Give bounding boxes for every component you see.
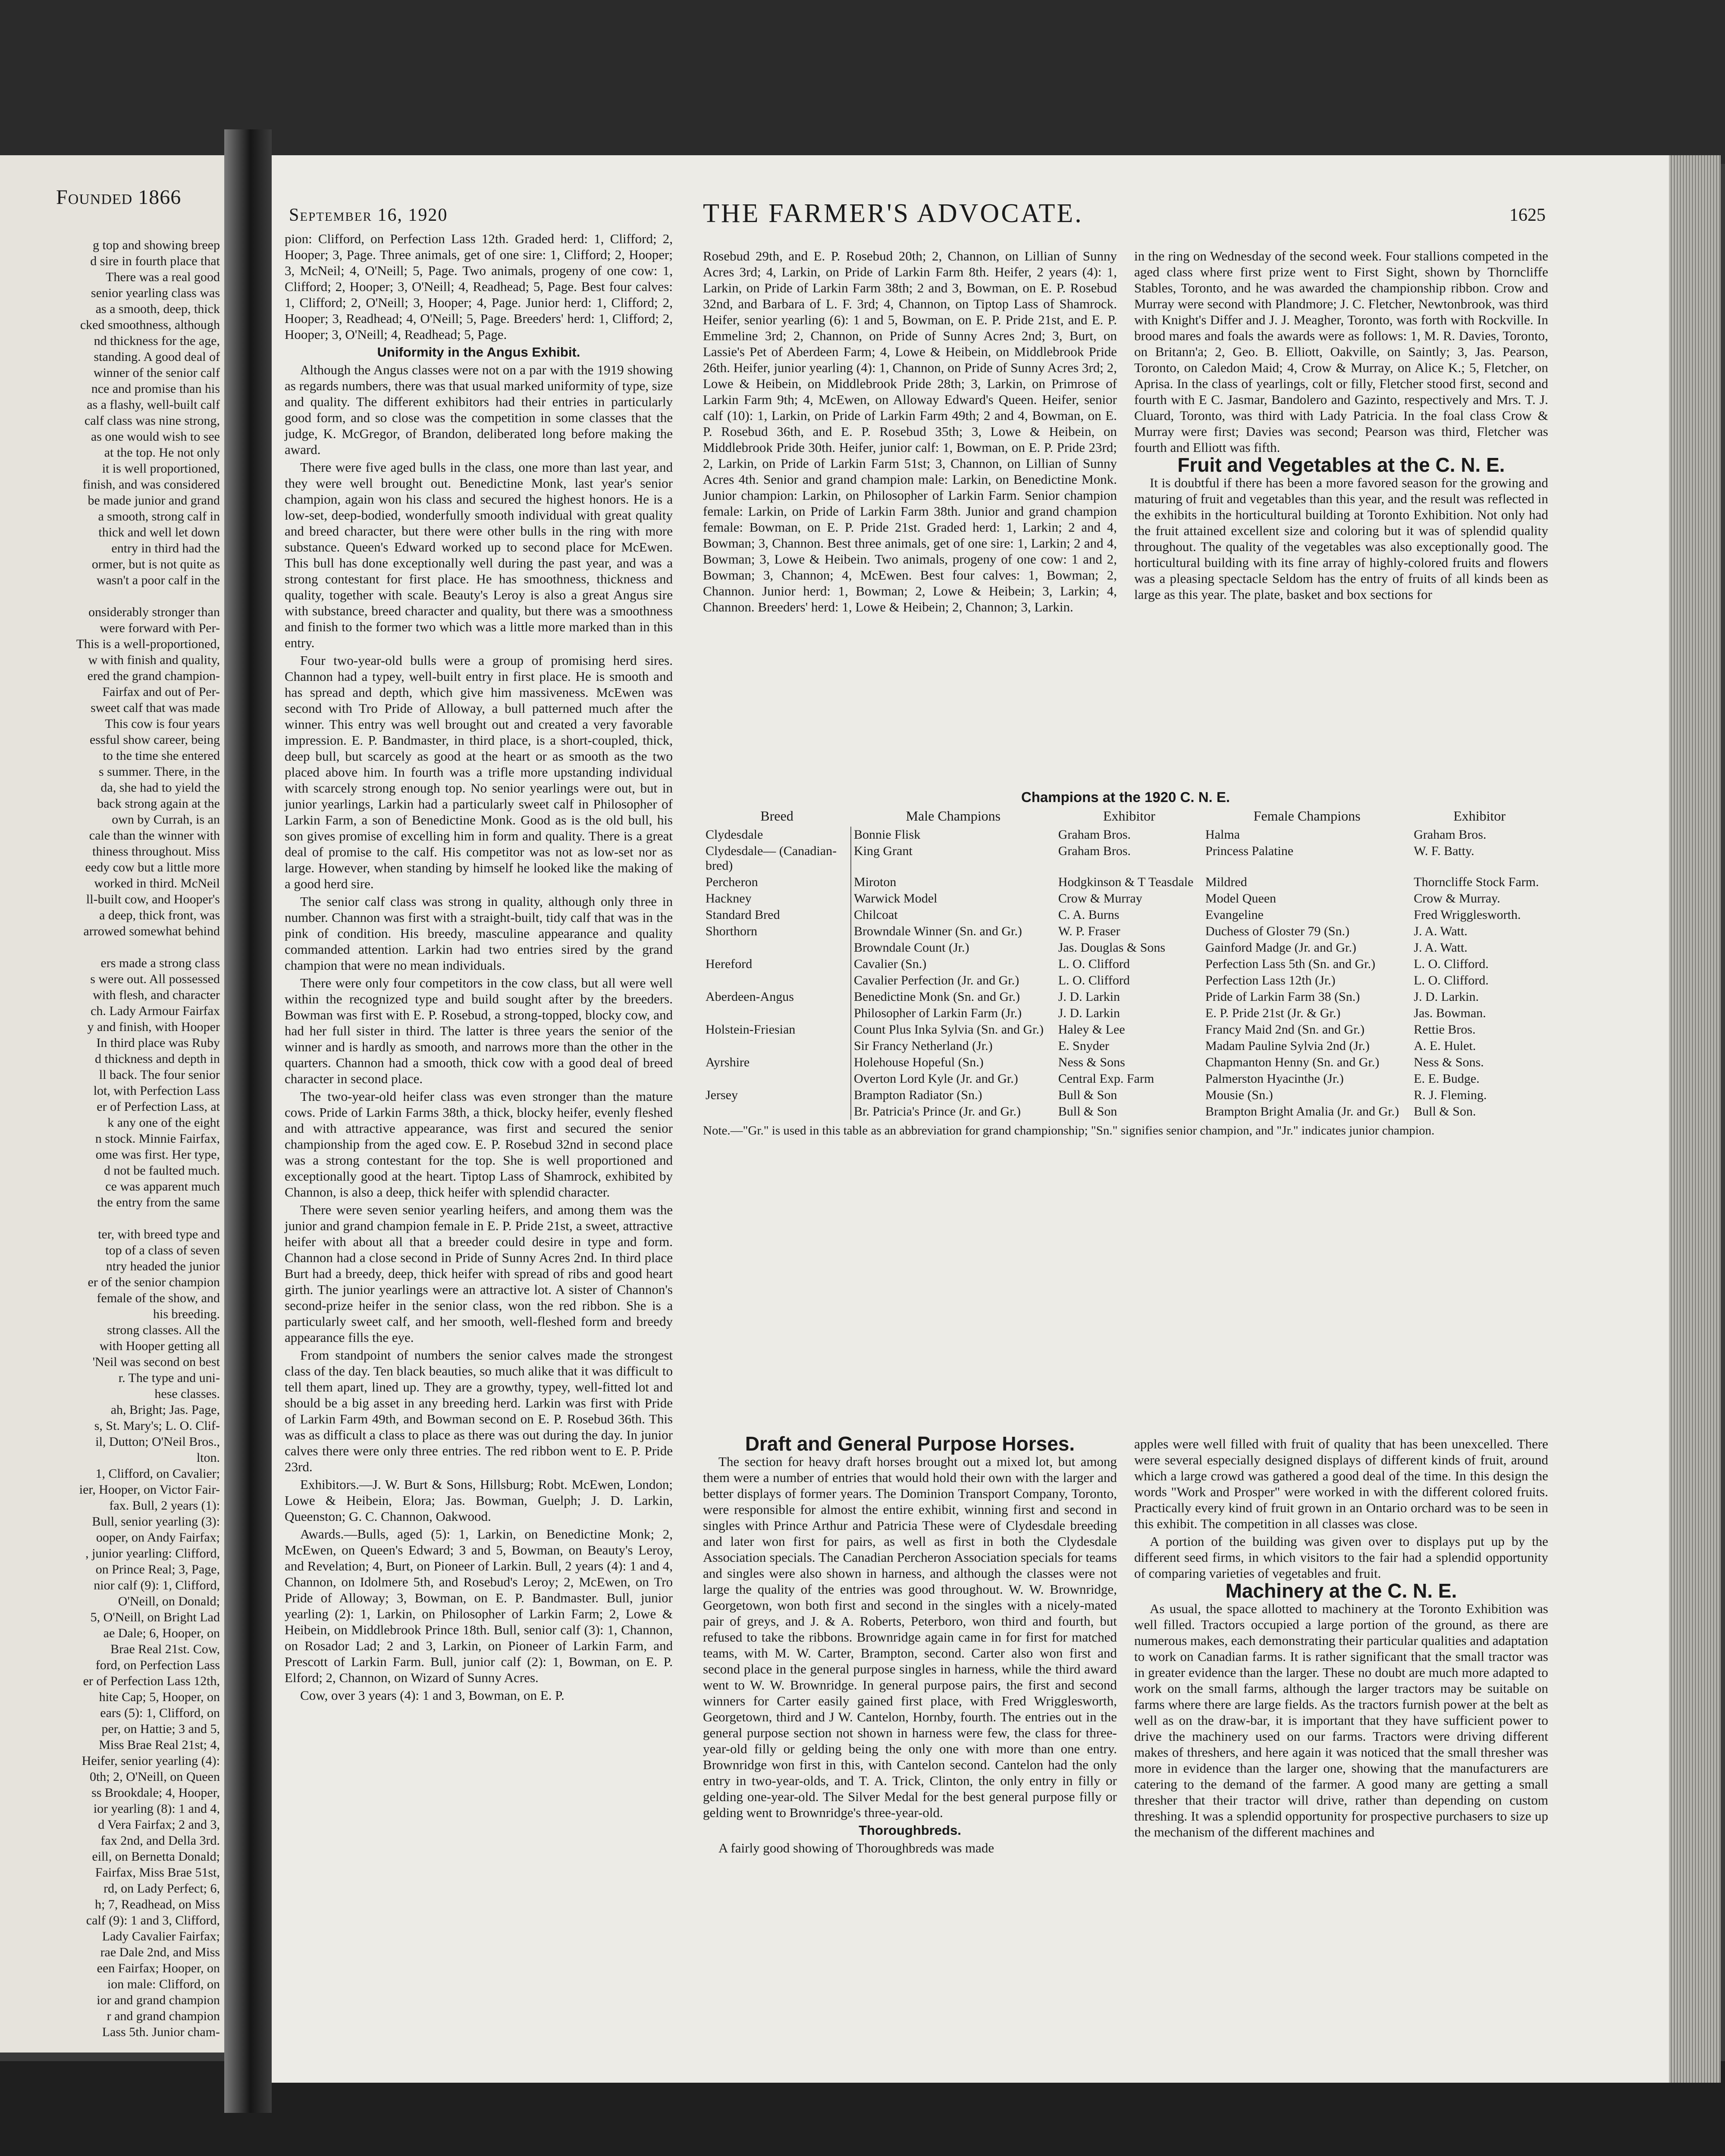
left-page-line: d Vera Fairfax; 2 and 3, — [98, 1818, 220, 1832]
left-page-line: were forward with Per- — [100, 621, 220, 635]
table-cell — [703, 1038, 851, 1054]
table-row — [703, 890, 1548, 907]
left-page-line: the entry from the same — [97, 1195, 220, 1210]
page-number: 1625 — [1509, 205, 1546, 225]
table-cell: W. P. Fraser — [1058, 924, 1120, 938]
table-cell: Philosopher of Larkin Farm (Jr.) — [854, 1006, 1022, 1020]
left-page-line: hite Cap; 5, Hooper, on — [99, 1690, 220, 1704]
table-cell: Cavalier Perfection (Jr. and Gr.) — [854, 973, 1019, 987]
left-page-line: In third place was Ruby — [96, 1036, 220, 1050]
left-page-line: own by Currah, is an — [112, 812, 220, 827]
left-page-line: er of Perfection Lass, at — [97, 1100, 220, 1114]
table-cell: Hereford — [703, 956, 851, 972]
page-edges — [1669, 155, 1721, 2083]
table-note: Note.—"Gr." is used in this table as an abbreviation for grand championship; "Sn." signifies senior champion, and "Jr." indicates junior champion. — [703, 1124, 1435, 1138]
angus-heading: Uniformity in the Angus Exhibit. — [377, 345, 580, 360]
table-cell: Palmerston Hyacinthe (Jr.) — [1205, 1072, 1344, 1086]
left-page-line: wasn't a poor calf in the — [96, 573, 220, 587]
table-row — [703, 1054, 1548, 1071]
champions-table — [703, 808, 1548, 1120]
table-cell: E. E. Budge. — [1414, 1072, 1480, 1086]
left-page-line: lton. — [196, 1451, 220, 1465]
left-page-line: er of the senior champion — [88, 1275, 220, 1289]
left-page-line: There was a real good — [106, 270, 220, 284]
left-page-header: Founded 1866 — [56, 186, 182, 209]
book-gutter — [224, 129, 272, 2113]
table-row — [703, 940, 1548, 956]
left-page-line: s summer. There, in the — [98, 765, 220, 779]
table-cell: Bull & Son — [1058, 1104, 1117, 1119]
table-cell: Clydesdale — [703, 827, 851, 843]
left-page-line: lot, with Perfection Lass — [93, 1084, 220, 1098]
table-row — [703, 907, 1548, 923]
left-page-line: ier, Hooper, on Victor Fair- — [79, 1482, 220, 1497]
table-cell: Crow & Murray — [1058, 891, 1142, 906]
table-cell: Holehouse Hopeful (Sn.) — [854, 1055, 984, 1069]
left-page-line: standing. A good deal of — [94, 350, 220, 364]
left-page-line: ter, with breed type and — [98, 1227, 220, 1241]
angus-paragraph: Exhibitors.—J. W. Burt & Sons, Hillsburg; Robt. McEwen, London; Lowe & Heibein, Elora; Jas. Bowman, Guelph; J. D. Larkin, Queenston; G. C. Channon, Oakwood. — [285, 1477, 673, 1524]
left-page-line: ford, on Perfection Lass — [95, 1658, 220, 1672]
table-cell: W. F. Batty. — [1414, 844, 1474, 858]
left-page-line: arrowed somewhat behind — [83, 924, 220, 938]
horse-awards-text: in the ring on Wednesday of the second week. Four stallions competed in the aged class where first prize went to First Sight, shown by Thorncliffe Stables, Toronto, and he was awarded the championship ribbon. Crow and Murray were second with Plandmore; J. C. Fletcher, Newtonbrook, was third with Knight's Differ and J. J. Meagher, Toronto, was forth with Rockville. In brood mares and foals the awards were as follows: 1, M. R. Davies, Toronto, on Britann'a; 2, Geo. B. Elliott, Oakville, on Saintly; 3, Jas. Pearson, Toronto, on Caledon Maid; 4, Crow & Murray, on Alice K.; 5, Fletcher, on Aprisa. In the class of yearlings, colt or filly, Fletcher stood first, second and fourth with E C. Jasmar, Bandolero and Gazinto, respectively and Mrs. T. J. Cluard, Toronto, was third with Lady Patricia. In the foal class Crow & Murray were first; Davies was second; Pearson was third, Fletcher was fourth and Elliott was fifth. — [1134, 248, 1548, 455]
left-page-line: 'Neil was second on best — [92, 1355, 220, 1369]
table-cell: Rettie Bros. — [1414, 1022, 1476, 1037]
draft-horses-heading: Draft and General Purpose Horses. — [745, 1432, 1075, 1455]
left-page-line: 0th; 2, O'Neill, on Queen — [89, 1770, 220, 1784]
table-row — [703, 1071, 1548, 1087]
left-page-line: at the top. He not only — [104, 445, 220, 460]
table-cell: Warwick Model — [854, 891, 938, 906]
table-cell: Browndale Winner (Sn. and Gr.) — [854, 924, 1022, 938]
left-page-line: nce and promise than his — [91, 382, 220, 396]
table-cell: L. O. Clifford — [1058, 957, 1130, 971]
table-cell: J. D. Larkin. — [1414, 990, 1479, 1004]
table-cell: Bonnie Flisk — [854, 827, 921, 842]
left-page-line: ior and grand champion — [97, 1993, 220, 2007]
left-page-line: thick and well let down — [98, 525, 220, 539]
left-page-line: finish, and was considered — [82, 477, 220, 492]
table-row — [703, 1005, 1548, 1022]
left-page-line: g top and showing breep — [93, 238, 220, 252]
table-cell: Ayrshire — [703, 1054, 851, 1071]
left-page-line: ah, Bright; Jas. Page, — [110, 1403, 220, 1417]
table-header-cell: Exhibitor — [1453, 808, 1506, 824]
left-page-line: with flesh, and character — [93, 988, 220, 1002]
column-2 — [703, 248, 1117, 617]
left-page-line: O'Neill, on Donald; — [118, 1594, 220, 1608]
draft-horses-paragraph: The section for heavy draft horses brought out a mixed lot, but among them were a number of entries that would hold their own with the larger and better displays of former years. The Dominion Transport Company, Toronto, were responsible for almost the entire exhibit, winning first and second in singles with Prince Arthur and Patricia These were of Clydesdale breeding and later won first for pairs, as well as first in both the Clydesdale Association specials. The Canadian Percheron Association specials for teams and singles were also shown in harness, and although the classes were not large the quality of the entries was good throughout. W. W. Brownridge, Georgetown, won both first and second in the singles with a nicely-mated pair of greys, and J. & A. Roberts, Peterboro, won third and fourth, but refused to take the ribbons. Brownridge again came in for first for matched teams, with M. W. Carter, Brampton, second. Carter also won first and second place in the general purpose singles in harness, while the third award went to W. W. Brownridge. In general purpose pairs, the first and second winners for Carter easily gained first place, with Fred Wrigglesworth, Georgetown, third and J W. Cantelon, Hornby, fourth. The entries out in the general purpose section not shown in harness were few, the class for three-year-old filly or gelding being the only one with more than one entry. Brownridge won first in this, with Cantelon second. Cantelon had the only entry in two-year-olds, and T. A. Trick, Clinton, the only entry in filly or gelding one-year-old. The Silver Medal for the best general purpose filly or gelding went to Brownridge's three-year-old. — [703, 1454, 1117, 1820]
left-page-line: top of a class of seven — [105, 1243, 220, 1257]
table-cell: Count Plus Inka Sylvia (Sn. and Gr.) — [854, 1022, 1044, 1037]
left-page-line: thiness throughout. Miss — [92, 844, 220, 859]
left-page-line: senior yearling class was — [91, 286, 220, 300]
table-cell: Central Exp. Farm — [1058, 1072, 1154, 1086]
page-date: September 16, 1920 — [289, 205, 448, 225]
fruit-heading: Fruit and Vegetables at the C. N. E. — [1177, 454, 1505, 476]
left-page-line: ome was first. Her type, — [95, 1147, 220, 1162]
left-page-line: on Prince Real; 3, Page, — [95, 1562, 220, 1576]
table-row — [703, 874, 1548, 890]
left-page-line: ered the grand champion- — [87, 669, 220, 683]
left-page-line: entry in third had the — [111, 541, 220, 555]
table-cell: Clydesdale— (Canadian-bred) — [703, 843, 851, 874]
left-page-line — [0, 588, 220, 604]
table-row — [703, 843, 1548, 874]
table-cell: Pride of Larkin Farm 38 (Sn.) — [1205, 990, 1360, 1004]
left-page — [0, 155, 224, 2053]
left-page-line: 5, O'Neill, on Bright Lad — [90, 1610, 220, 1624]
left-page-line: cale than the winner with — [89, 828, 220, 843]
table-cell — [703, 1103, 851, 1120]
left-page-line — [0, 939, 220, 955]
angus-paragraph: From standpoint of numbers the senior calves made the strongest class of the day. Ten black beauties, so much alike that it was difficult to tell them apart, lined up. They are a growthy, typey, well-fitted lot and should be a big asset in any breeding herd. Larkin was first with Pride of Larkin Farm 49th, and Bowman second on E. P. Rosebud 36th. This was as difficult a class to place as there was out during the day. In junior calves there were only three entries. The red ribbon went to E. P. Pride 23rd. — [285, 1348, 673, 1474]
left-page-line: rd, on Lady Perfect; 6, — [104, 1881, 220, 1896]
left-page-line: This cow is four years — [105, 717, 220, 731]
column-3-lower — [1134, 1436, 1548, 1842]
left-page-line: eedy cow but a little more — [85, 860, 220, 874]
fruit-paragraph-2: apples were well filled with fruit of quality that has been unexcelled. There were several especially designed displays of different kinds of fruit, around which a large crowd was gathered a good deal of the time. In this design the words "Work and Prosper" were worked in with the different colored fruits. Practically every kind of fruit grown in an Ontario orchard was to be seen in this exhibit. The competition in all classes was close. — [1134, 1436, 1548, 1531]
table-cell: Br. Patricia's Prince (Jr. and Gr.) — [854, 1104, 1021, 1119]
left-page-line — [0, 1210, 220, 1226]
table-cell: C. A. Burns — [1058, 908, 1120, 922]
table-cell: Graham Bros. — [1058, 827, 1131, 842]
table-cell: Haley & Lee — [1058, 1022, 1125, 1037]
table-cell: Cavalier (Sn.) — [854, 957, 927, 971]
table-cell: Model Queen — [1205, 891, 1276, 906]
angus-paragraph: Four two-year-old bulls were a group of promising herd sires. Channon had a typey, well-built entry in first place. He is smooth and has spread and depth, which give him massiveness. McEwen was second with Tro Pride of Alloway, a bull patterned much after the winner. This entry was well brought out and created a very favorable impression. E. P. Bandmaster, in third place, is a short-coupled, thick, deep bull, but scarcely as good at the heart or as smooth as the two placed above him. In fourth was a trifle more upstanding individual with scarcely strong enough top. No senior yearlings were out, but in junior yearlings, Larkin had a particularly sweet calf in Philosopher of Larkin Farm, a son of Benedictine Monk. Good as is the old bull, his son gives promise of excelling him in form and quality. There is a great deal of promise to the calf. His competitor was not as low-set nor as large. However, when standing by himself he looked like the making of a good herd sire. — [285, 653, 673, 891]
column-3 — [1134, 248, 1548, 604]
table-cell: Gainford Madge (Jr. and Gr.) — [1205, 940, 1356, 955]
left-page-line: k any one of the eight — [107, 1116, 220, 1130]
column-1 — [285, 231, 673, 1705]
left-page-line: as one would wish to see — [91, 429, 220, 444]
left-page-line: da, she had to yield the — [100, 780, 220, 795]
table-cell: Jas. Douglas & Sons — [1058, 940, 1166, 955]
table-cell: Browndale Count (Jr.) — [854, 940, 969, 955]
left-page-line: calf class was nine strong, — [84, 414, 220, 428]
angus-awards-continued: Rosebud 29th, and E. P. Rosebud 20th; 2, Channon, on Lillian of Sunny Acres 3rd; 4, Larkin, on Pride of Larkin Farm 8th. Heifer, 2 years (4): 1, Larkin, on Pride of Larkin Farm 38th; 2 and 3, Bowman, on E. P. Rosebud 32nd, and Barbara of L. F. 3rd; 4, Channon, on Tiptop Lass of Shamrock. Heifer, senior yearling (6): 1 and 5, Bowman, on E. P. Pride 21st, and E. P. Emmeline 3rd; 2, Channon, on Pride of Sunny Acres 2nd; 3, Burt, on Lassie's Pet of Aberdeen Farm; 4, Lowe & Heibein, on Middlebrook Pride 26th. Heifer, junior yearling (4): 1, Channon, on Pride of Sunny Acres 3rd; 2, Lowe & Heibein, on Middlebrook Pride 28th; 3, Larkin, on Primrose of Larkin Farm 9th; 4, McEwen, on Alloway Edward's Queen. Heifer, senior calf (10): 1, Larkin, on Pride of Larkin Farm 49th; 2 and 4, Bowman, on E. P. Rosebud 36th, and E. P. Rosebud 35th; 3, Lowe & Heibein, on Middlebrook Pride 30th. Heifer, junior calf: 1, Bowman, on E. P. Pride 23rd; 2, Larkin, on Pride of Larkin Farm 51st; 3, Channon, on Lillian of Sunny Acres 4th. Senior and grand champion male: Larkin, on Benedictine Monk. Junior champion: Larkin, on Philosopher of Larkin Farm. Senior champion female: Larkin, on Pride of Larkin Farm 38th. Junior and grand champion female: Bowman, on E. P. Pride 21st. Graded herd: 1, Larkin; 2 and 4, Bowman; 3, Channon. Best three animals, get of one sire: 1, Larkin; 2 and 4, Bowman; 3, Lowe & Heibein. Two animals, progeny of one cow: 1 and 2, Bowman; 3, Channon; 4, McEwen. Best four calves: 1, Bowman; 2, Channon. Junior herd: 1, Bowman; 2, Lowe & Heibein; 3, Larkin; 4, Channon. Breeders' herd: 1, Lowe & Heibein; 2, Channon; 3, Larkin. — [703, 248, 1117, 614]
table-cell: J. D. Larkin — [1058, 990, 1120, 1004]
table-cell: R. J. Fleming. — [1414, 1088, 1487, 1102]
thoroughbreds-paragraph: A fairly good showing of Thoroughbreds was made — [718, 1840, 994, 1855]
left-page-line: d sire in fourth place that — [90, 254, 220, 268]
left-page-line: cked smoothness, although — [80, 318, 220, 332]
left-page-line: as a smooth, deep, thick — [95, 302, 220, 316]
left-page-text — [0, 237, 220, 2040]
table-cell: Jersey — [703, 1087, 851, 1103]
table-cell: Hackney — [703, 890, 851, 907]
left-page-line: ch. Lady Armour Fairfax — [91, 1004, 220, 1018]
left-page-line: fax 2nd, and Della 3rd. — [100, 1833, 220, 1848]
table-cell: Brampton Bright Amalia (Jr. and Gr.) — [1205, 1104, 1399, 1119]
left-page-line: er of Perfection Lass 12th, — [83, 1674, 220, 1688]
hereford-awards-continued: pion: Clifford, on Perfection Lass 12th. Graded herd: 1, Clifford; 2, Hooper; 3, Page. Three animals, get of one sire: 1, Clifford; 2, Hooper; 3, McNeil; 4, O'Neill; 5, Page. Two animals, progeny of one cow: 1, Clifford; 2, Hooper; 3, O'Neill; 4, Readhead; 5, Page. Best four calves: 1, Clifford; 2, O'Neill; 3, Hooper; 4, Page. Junior herd: 1, Clifford; 2, Hooper; 3, Readhead; 4, O'Neill; 5, Page. Breeders' herd: 1, Clifford; 2, Hooper; 3, O'Neill; 4, Readhead; 5, Page. — [285, 231, 673, 342]
machinery-paragraph: As usual, the space allotted to machinery at the Toronto Exhibition was well filled. Tractors occupied a large portion of the ground, as there are numerous makes, each demonstrating their particular qualities and adaptation to work on Canadian farms. It is rather significant that the small tractor was in greater evidence than the larger. These no doubt are much more adapted to work on the small farms, although the larger tractors may be suitable on farms where there are large fields. As the tractors furnish power at the belt as well as on the draw-bar, it is important that they have sufficient power to drive the machinery used on our farms. Tractors were driving different makes of threshers, and here again it was noticed that the small thresher was more in evidence than the larger one, showing that the manufacturers are catering to the demand of the farmer. A good many are getting a small thresher that their tractor will drive, rather than depending on custom threshing. It was a splendid opportunity for prospective purchasers to size up the mechanism of the different machines and — [1134, 1601, 1548, 1839]
table-cell — [703, 972, 851, 989]
table-cell: Princess Palatine — [1205, 844, 1294, 858]
left-page-line: s, St. Mary's; L. O. Clif- — [94, 1419, 220, 1433]
angus-paragraph: Although the Angus classes were not on a par with the 1919 showing as regards numbers, there was that usual marked uniformity of type, size and quality. The different exhibitors had their entries in particularly good form, and so close was the competition in some classes that the judge, K. McGregor, of Brandon, deliberated long before making the award. — [285, 362, 673, 457]
angus-paragraph: The two-year-old heifer class was even stronger than the mature cows. Pride of Larkin Farms 38th, a thick, blocky heifer, evenly fleshed and with attractive appearance, was first and secured the senior championship from the aged cow. E. P. Rosebud 32nd in second place was a strong contestant for the top. She is well proportioned and exceptionally good at the heart. Tiptop Lass of Shamrock, exhibited by Channon, is also a deep, thick heifer with splendid character. — [285, 1089, 673, 1200]
table-header-cell: Female Champions — [1253, 808, 1361, 824]
left-page-line: female of the show, and — [97, 1291, 220, 1305]
left-page-line: sweet calf that was made — [91, 701, 220, 715]
table-cell — [703, 1071, 851, 1087]
table-cell: Fred Wrigglesworth. — [1414, 908, 1521, 922]
left-page-line: ooper, on Andy Fairfax; — [96, 1530, 220, 1545]
left-page-line: as a flashy, well-built calf — [87, 398, 220, 412]
left-page-line: nd thickness for the age, — [94, 334, 220, 348]
left-page-line: , junior yearling: Clifford, — [85, 1546, 220, 1561]
table-cell: Ness & Sons — [1058, 1055, 1125, 1069]
angus-paragraph: There were seven senior yearling heifers, and among them was the junior and grand champion female in E. P. Pride 21st, a sweet, attractive heifer with about all that a breeder could desire in type and form. Channon had a close second in Pride of Sunny Acres 2nd. In third place Burt had a breedy, deep, thick heifer with spread of ribs and good heart girth. The junior yearlings were an attractive lot. A sister of Channon's second-prize heifer in the senior class, won the red ribbon. She is a particularly sweet calf, and her smooth, well-fleshed form and breedy appearance fills the eye. — [285, 1202, 673, 1345]
angus-article — [285, 362, 673, 1703]
masthead-title: THE FARMER'S ADVOCATE. — [703, 199, 1083, 228]
left-page-line: Miss Brae Real 21st; 4, — [99, 1738, 220, 1752]
table-row — [703, 1103, 1548, 1120]
left-page-line: Fairfax and out of Per- — [102, 685, 220, 699]
left-page-line: eill, on Bernetta Donald; — [92, 1849, 220, 1864]
table-cell: J. D. Larkin — [1058, 1006, 1120, 1020]
left-page-line: ion male: Clifford, on — [107, 1977, 220, 1991]
left-page-line: a deep, thick front, was — [99, 908, 220, 922]
right-page — [272, 155, 1703, 2083]
left-page-line: This is a well-proportioned, — [76, 637, 220, 651]
table-cell: E. P. Pride 21st (Jr. & Gr.) — [1205, 1006, 1341, 1020]
left-page-line: d not be faulted much. — [104, 1163, 220, 1178]
left-page-line: be made junior and grand — [88, 493, 220, 508]
table-cell: Francy Maid 2nd (Sn. and Gr.) — [1205, 1022, 1365, 1037]
left-page-line: essful show career, being — [89, 733, 220, 747]
table-cell: Mildred — [1205, 875, 1247, 889]
table-cell: Duchess of Gloster 79 (Sn.) — [1205, 924, 1350, 938]
left-page-line: rae Dale 2nd, and Miss — [100, 1945, 220, 1959]
table-cell: Graham Bros. — [1414, 827, 1487, 842]
left-page-line: w with finish and quality, — [88, 653, 220, 667]
table-cell: E. Snyder — [1058, 1039, 1110, 1053]
table-cell: King Grant — [854, 844, 913, 858]
table-row — [703, 1087, 1548, 1103]
left-page-line: s were out. All possessed — [90, 972, 220, 986]
left-page-line: ior yearling (8): 1 and 4, — [93, 1802, 220, 1816]
left-page-line: y and finish, with Hooper — [87, 1020, 220, 1034]
table-cell: J. A. Watt. — [1414, 924, 1468, 938]
table-cell: Perfection Lass 12th (Jr.) — [1205, 973, 1336, 987]
table-row — [703, 1022, 1548, 1038]
champions-table-section — [703, 789, 1548, 1138]
left-page-line: Lady Cavalier Fairfax; — [102, 1929, 220, 1943]
table-cell: Madam Pauline Sylvia 2nd (Jr.) — [1205, 1039, 1370, 1053]
fruit-paragraph: It is doubtful if there has been a more favored season for the growing and maturing of fruit and vegetables than this year, and the result was reflected in the exhibits in the horticultural building at Toronto Exhibition. Not only had the fruit attained excellent size and coloring but it was of splendid quality throughout. The quality of the vegetables was also exceptionally good. The horticultural building with its fine array of highly-colored fruits and flowers was a pleasing spectacle Seldom has the entry of fruits of all kinds been as large as this year. The plate, basket and box sections for — [1134, 475, 1548, 602]
table-cell: Bull & Son — [1058, 1088, 1117, 1102]
table-body — [703, 827, 1548, 1120]
left-page-line: ss Brookdale; 4, Hooper, — [91, 1786, 220, 1800]
left-page-line: strong classes. All the — [107, 1323, 220, 1337]
left-page-line: ce was apparent much — [105, 1179, 220, 1194]
table-cell — [703, 940, 851, 956]
left-page-line: winner of the senior calf — [93, 366, 220, 380]
left-page-line: it is well proportioned, — [102, 461, 220, 476]
angus-paragraph: Awards.—Bulls, aged (5): 1, Larkin, on Benedictine Monk; 2, McEwen, on Queen's Edward; 3 and 5, Bowman, on Beauty's Leroy, and Revelation; 4, Burt, on Pioneer of Larkin. Bull, 2 years (4): 1 and 4, Channon, on Idolmere 5th, and Rosebud's Leroy; 2, McEwen, on Tro Pride of Alloway; 3, Bowman, on E. P. Bandmaster. Bull, junior yearling (2): 1, Larkin, on Philosopher of Larkin Farm; 2, Lowe & Heibein, on Middlebrook Prince 18th. Bull, senior calf (3): 1, Channon, on Rosador Lad; 2 and 3, Larkin, on Pioneer of Larkin Farm, and Prescott of Larkin Farm. Bull, junior calf (2): 1, Bowman, on E. P. Elford; 2, Channon, on Wizard of Sunny Acres. — [285, 1526, 673, 1685]
angus-paragraph: Cow, over 3 years (4): 1 and 3, Bowman, on E. P. — [300, 1688, 565, 1703]
left-page-line: with Hooper getting all — [99, 1339, 220, 1353]
left-page-line: d thickness and depth in — [95, 1052, 220, 1066]
table-cell: Jas. Bowman. — [1414, 1006, 1486, 1020]
table-cell: Benedictine Monk (Sn. and Gr.) — [854, 990, 1020, 1004]
left-page-line: Lass 5th. Junior cham- — [102, 2025, 220, 2039]
angus-paragraph: There were only four competitors in the cow class, but all were well within the recognized type and build sought after by the breeders. Bowman was first with E. P. Rosebud, a strong-topped, blocky cow, and had her full sister in third. The latter is three years the senior of the winner and is hardly as smooth, and narrows more than the other in the quarters. Channon had a smooth, thick cow with a good deal of breed character in second place. — [285, 975, 673, 1086]
table-cell: Brampton Radiator (Sn.) — [854, 1088, 982, 1102]
table-cell: Perfection Lass 5th (Sn. and Gr.) — [1205, 957, 1376, 971]
table-cell: Crow & Murray. — [1414, 891, 1500, 906]
table-cell: Sir Francy Netherland (Jr.) — [854, 1039, 993, 1053]
angus-paragraph: There were five aged bulls in the class, one more than last year, and they were well brought out. Benedictine Monk, last year's senior champion, again won his class and secured the highest honors. He is a low-set, deep-bodied, wonderfully smooth individual with great quality and breed character, but there were other bulls in the ring with more substance. Queen's Edward worked up to second place for McEwen. This bull has done exceptionally well during the past year, and was a strong contestant for first place. He has smoothness, thickness and quality, together with scale. Beauty's Leroy is also a great Angus sire with substance, breed character and quality, but there was a smoothness and finish to the former two which was a little more marked than in this entry. — [285, 460, 673, 650]
left-page-line: een Fairfax; Hooper, on — [97, 1961, 220, 1975]
table-cell: Miroton — [854, 875, 897, 889]
table-header-row — [703, 808, 1548, 827]
table-header-cell: Exhibitor — [1103, 808, 1155, 824]
table-cell: Thorncliffe Stock Farm. — [1414, 875, 1539, 889]
left-page-line: nior calf (9): 1, Clifford, — [94, 1578, 220, 1592]
left-page-line: n stock. Minnie Fairfax, — [95, 1131, 220, 1146]
left-page-line: back strong again at the — [97, 796, 220, 811]
table-cell: Chilcoat — [854, 908, 898, 922]
left-page-line: Fairfax, Miss Brae 51st, — [95, 1865, 220, 1880]
left-page-line: Bull, senior yearling (3): — [92, 1514, 220, 1529]
left-page-line: il, Dutton; O'Neil Bros., — [95, 1435, 220, 1449]
left-page-line: r and grand champion — [107, 2009, 220, 2023]
left-page-line: ormer, but is not quite as — [91, 557, 220, 571]
left-page-line: r. The type and uni- — [118, 1371, 220, 1385]
angus-paragraph: The senior calf class was strong in quality, although only three in number. Channon was first with a straight-built, tidy calf that was in the pink of condition. His breedy, masculine appearance and quality commanded attention. Larkin had two entries sired by the grand champion that were no mean individuals. — [285, 894, 673, 973]
left-page-line: h; 7, Readhead, on Miss — [95, 1897, 220, 1912]
table-cell: Mousie (Sn.) — [1205, 1088, 1273, 1102]
table-cell: Graham Bros. — [1058, 844, 1131, 858]
table-cell — [703, 1005, 851, 1022]
left-page-line: worked in third. McNeil — [94, 876, 220, 890]
table-cell: Bull & Son. — [1414, 1104, 1476, 1119]
left-page-line: hese classes. — [154, 1387, 220, 1401]
table-header-cell: Breed — [760, 808, 794, 824]
left-page-line: onsiderably stronger than — [88, 605, 220, 619]
left-page-line: ears (5): 1, Clifford, on — [100, 1706, 220, 1720]
table-cell: L. O. Clifford. — [1414, 973, 1489, 987]
left-page-line: ll-built cow, and Hooper's — [86, 892, 220, 906]
table-cell: Ness & Sons. — [1414, 1055, 1484, 1069]
table-cell: A. E. Hulet. — [1414, 1039, 1476, 1053]
table-row — [703, 956, 1548, 972]
thoroughbreds-heading: Thoroughbreds. — [859, 1823, 961, 1838]
table-row — [703, 989, 1548, 1005]
table-cell: J. A. Watt. — [1414, 940, 1468, 955]
table-cell: L. O. Clifford. — [1414, 957, 1489, 971]
table-cell: Evangeline — [1205, 908, 1264, 922]
table-cell: Standard Bred — [703, 907, 851, 923]
table-cell: Holstein-Friesian — [703, 1022, 851, 1038]
column-2-lower — [703, 1432, 1117, 1858]
table-cell: Halma — [1205, 827, 1240, 842]
left-page-line: ntry headed the junior — [106, 1259, 220, 1273]
table-cell: Percheron — [703, 874, 851, 890]
left-page-line: fax. Bull, 2 years (1): — [109, 1498, 220, 1513]
table-row — [703, 923, 1548, 940]
table-cell: Aberdeen-Angus — [703, 989, 851, 1005]
table-cell: Hodgkinson & T Teasdale — [1058, 875, 1194, 889]
left-page-line: ers made a strong class — [100, 956, 220, 970]
left-page-line: calf (9): 1 and 3, Clifford, — [86, 1913, 220, 1927]
table-cell: Shorthorn — [703, 923, 851, 940]
left-page-line: ll back. The four senior — [99, 1068, 220, 1082]
champions-table-title: Champions at the 1920 C. N. E. — [1021, 789, 1230, 805]
seed-firms-paragraph: A portion of the building was given over to displays put up by the different seed firms, in which visitors to the fair had a splendid opportunity of comparing varieties of vegetables and fruit. — [1134, 1534, 1548, 1581]
left-page-line: his breeding. — [153, 1307, 220, 1321]
table-row — [703, 827, 1548, 843]
table-row — [703, 972, 1548, 989]
table-cell: L. O. Clifford — [1058, 973, 1130, 987]
left-page-line: a smooth, strong calf in — [98, 509, 220, 523]
left-page-line: ae Dale; 6, Hooper, on — [103, 1626, 220, 1640]
left-page-line: Brae Real 21st. Cow, — [110, 1642, 220, 1656]
left-page-line: Heifer, senior yearling (4): — [82, 1754, 220, 1768]
table-header-cell: Male Champions — [906, 808, 1001, 824]
table-row — [703, 1038, 1548, 1054]
table-cell: Chapmanton Henny (Sn. and Gr.) — [1205, 1055, 1380, 1069]
left-page-line: to the time she entered — [103, 749, 220, 763]
machinery-heading: Machinery at the C. N. E. — [1225, 1579, 1457, 1602]
table-cell: Overton Lord Kyle (Jr. and Gr.) — [854, 1072, 1018, 1086]
left-page-line: 1, Clifford, on Cavalier; — [95, 1467, 220, 1481]
left-page-line: per, on Hattie; 3 and 5, — [101, 1722, 220, 1736]
